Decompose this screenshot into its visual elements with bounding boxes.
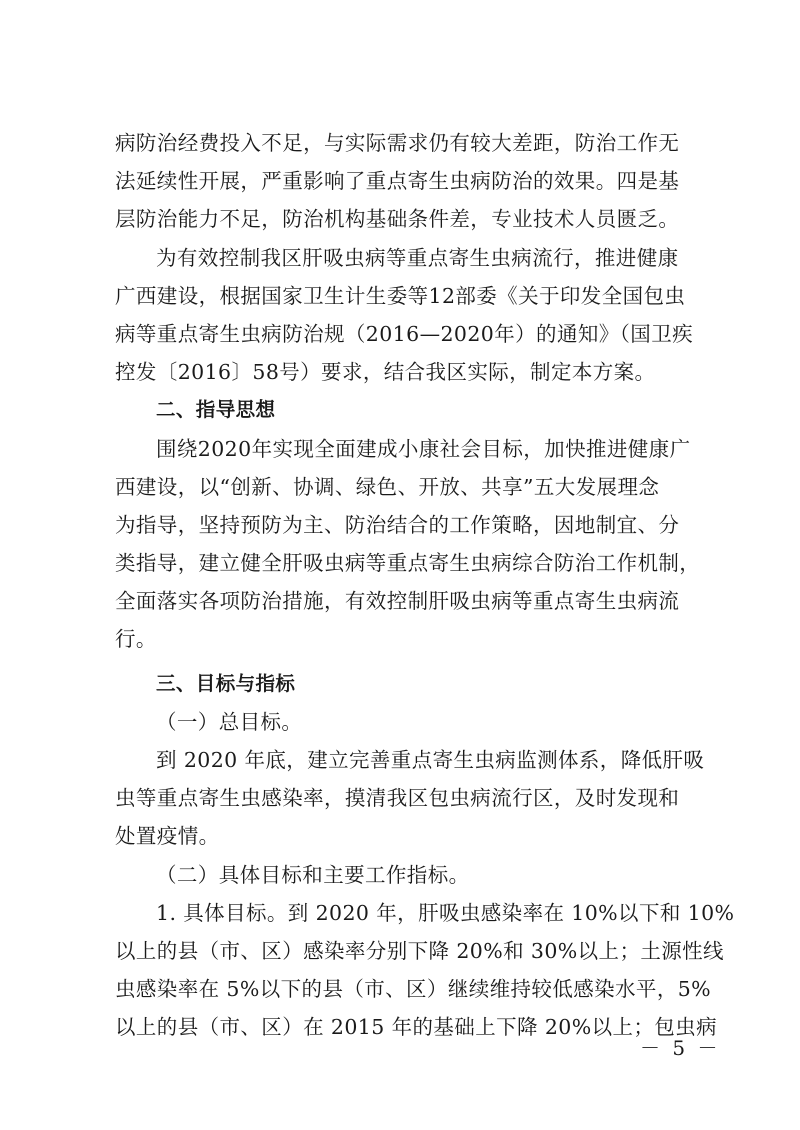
section-heading-guiding-ideology: 二、指导思想 — [156, 398, 276, 422]
body-line-17: 到 2020 年底，建立完善重点寄生虫病监测体系，降低肝吸 — [156, 748, 705, 772]
body-line-14: 行。 — [115, 627, 157, 652]
body-line-10: 西建设，以“创新、协调、绿色、开放、共享”五大发展理念 — [115, 474, 660, 499]
body-line-3: 层防治能力不足，防治机构基础条件差，专业技术人员匮乏。 — [115, 207, 680, 232]
body-line-9: 围绕2020年实现全面建成小康社会目标，加快推进健康广 — [156, 436, 691, 461]
body-line-23: 虫感染率在 5%以下的县（市、区）继续维持较低感染水平，5% — [115, 977, 712, 1002]
subheading-specific-goals: （二）具体目标和主要工作指标。 — [156, 862, 470, 887]
body-line-13: 全面落实各项防治措施，有效控制肝吸虫病等重点寄生虫病流 — [115, 589, 680, 614]
body-line-4: 为有效控制我区肝吸虫病等重点寄生虫病流行，推进健康 — [156, 245, 679, 270]
section-heading-goals: 三、目标与指标 — [156, 671, 296, 695]
body-line-2: 法延续性开展，严重影响了重点寄生虫病防治的效果。四是基 — [115, 169, 680, 194]
body-line-11: 为指导，坚持预防为主、防治结合的工作策略，因地制宜、分 — [115, 512, 680, 537]
page-number: － 5 － — [640, 1036, 721, 1060]
body-line-12: 类指导，建立健全肝吸虫病等重点寄生虫病综合防治工作机制， — [115, 551, 701, 576]
body-line-1: 病防治经费投入不足，与实际需求仍有较大差距，防治工作无 — [115, 131, 680, 155]
body-line-18: 虫等重点寄生虫感染率，摸清我区包虫病流行区，及时发现和 — [115, 786, 680, 811]
body-line-6: 病等重点寄生虫病防治规（2016—2020年）的通知》（国卫疾 — [115, 321, 693, 346]
body-line-22: 以上的县（市、区）感染率分别下降 20%和 30%以上；土源性线 — [115, 938, 724, 963]
body-line-19: 处置疫情。 — [115, 824, 220, 849]
body-line-24: 以上的县（市、区）在 2015 年的基础上下降 20%以上；包虫病 — [115, 1015, 717, 1040]
document-body — [115, 124, 735, 1047]
subheading-overall-goal: （一）总目标。 — [156, 709, 303, 734]
body-line-21: 1. 具体目标。到 2020 年，肝吸虫感染率在 10%以下和 10% — [156, 900, 735, 925]
body-line-7: 控发〔2016〕58号）要求，结合我区实际，制定本方案。 — [115, 360, 656, 385]
body-line-5: 广西建设，根据国家卫生计生委等12部委《关于印发全国包虫 — [115, 283, 686, 308]
